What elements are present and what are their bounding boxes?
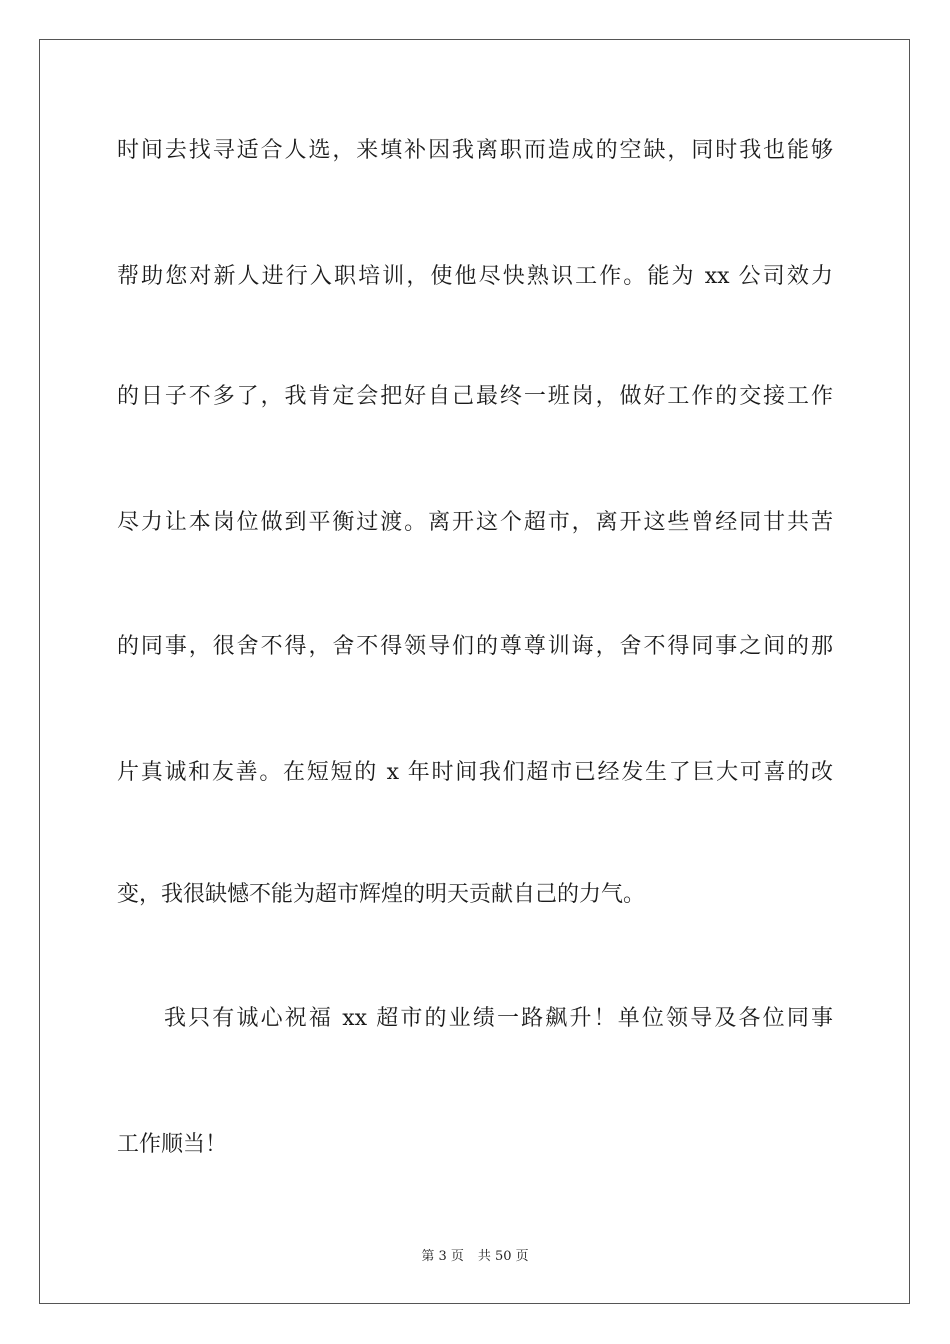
page-total: 共 50 页 — [477, 1249, 529, 1264]
body-line-1: 时间去找寻适合人选，来填补因我离职而造成的空缺，同时我也能够 — [117, 138, 833, 163]
page-number: 第 3 页 — [421, 1249, 464, 1264]
body-line-4: 尽力让本岗位做到平衡过渡。离开这个超市，离开这些曾经同甘共苦 — [117, 510, 833, 535]
body-line-9: 工作顺当！ — [117, 1132, 228, 1157]
body-line-6: 片真诚和友善。在短短的 x 年时间我们超市已经发生了巨大可喜的改 — [117, 760, 833, 785]
body-line-7: 变，我很缺憾不能为超市辉煌的明天贡献自己的力气。 — [117, 882, 646, 907]
body-line-2: 帮助您对新人进行入职培训，使他尽快熟识工作。能为 xx 公司效力 — [117, 264, 833, 289]
page-footer — [0, 1249, 950, 1265]
page-border — [39, 39, 910, 1304]
body-line-5: 的同事，很舍不得，舍不得领导们的尊尊训诲，舍不得同事之间的那 — [117, 634, 833, 659]
body-line-8: 我只有诚心祝福 xx 超市的业绩一路飙升！单位领导及各位同事 — [164, 1006, 833, 1031]
body-line-3: 的日子不多了，我肯定会把好自己最终一班岗，做好工作的交接工作 — [117, 384, 833, 409]
